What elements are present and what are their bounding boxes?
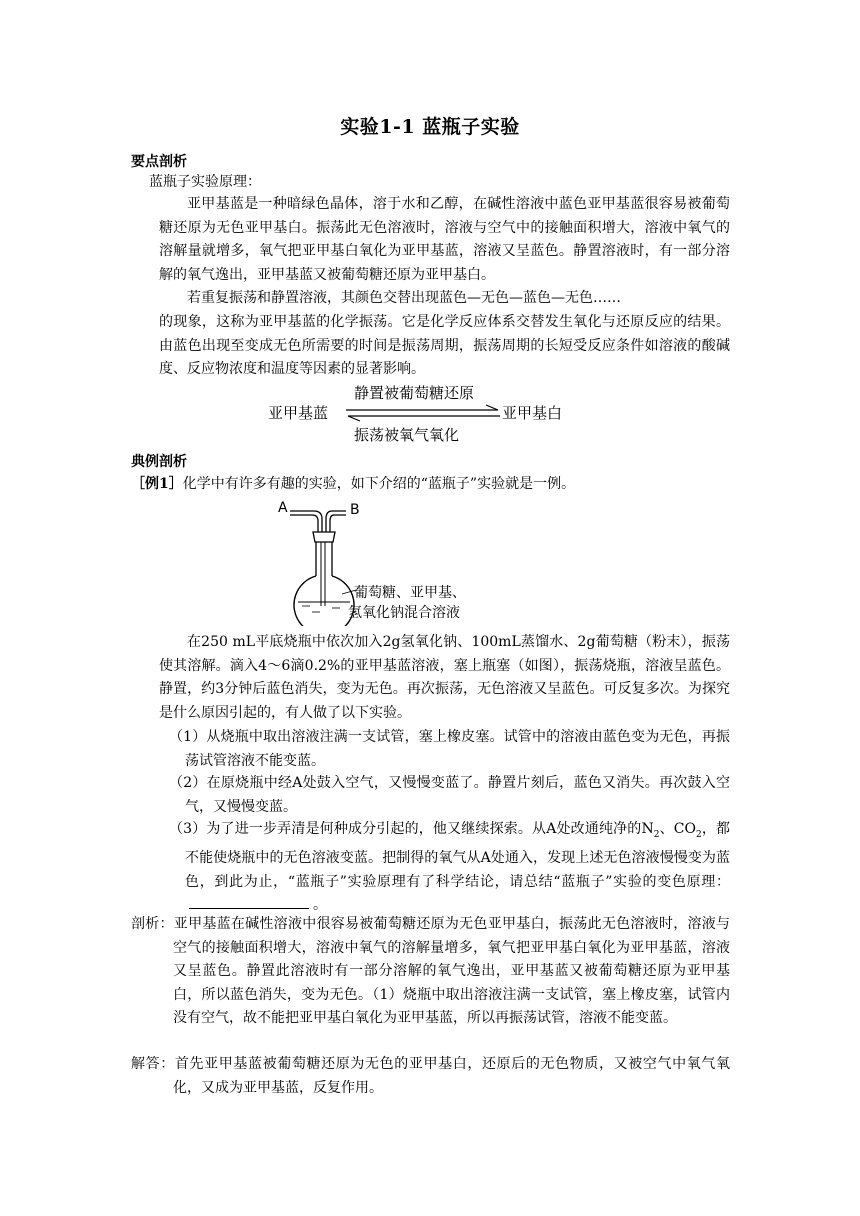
- item3-text-end: 。: [313, 897, 327, 914]
- answer-blank[interactable]: [189, 894, 309, 909]
- question-item-1: （1）从烧瓶中取出溶液注满一支试管，塞上橡皮塞。试管中的溶液由蓝色变为无色，再振荡试管溶液不能变蓝。: [169, 729, 730, 769]
- figure-caption-line2: 氢氧化钠混合溶液: [348, 605, 460, 621]
- equation-left: 亚甲基蓝: [268, 404, 329, 422]
- principle-paragraph: 亚甲基蓝是一种暗绿色晶体，溶于水和乙醇，在碱性溶液中蓝色亚甲基蓝很容易被葡萄糖还原为无色亚甲基白。振荡此无色溶液时，溶液与空气中的接触面积增大，溶液中氧气的溶解量就增多，氧气把亚甲基白氧化为亚甲基蓝，溶液又呈蓝色。静置溶液时，有一部分溶解的氧气逸出，亚甲基蓝又被葡萄糖还原为亚甲基白。: [159, 196, 730, 283]
- oscillation-paragraph: 的现象，这称为亚甲基蓝的化学振荡。它是化学反应体系交替发生氧化与还原反应的结果。由蓝色出现至变成无色所需要的时间是振荡周期，振荡周期的长短受反应条件如溶液的酸碱度、反应物浓度和温度等因素的显著影响。: [159, 314, 730, 377]
- section-heading-key-points: 要点剖析: [131, 154, 187, 170]
- item3-subscript-1: 2: [653, 829, 660, 840]
- figure-caption-line1: 葡萄糖、亚甲基、: [354, 585, 466, 601]
- item3-subscript-2: 2: [695, 829, 702, 840]
- answer-paragraph: 解答：首先亚甲基蓝被葡萄糖还原为无色的亚甲基白，还原后的无色物质，又被空气中氧气氧化，又成为亚甲基蓝，反复作用。: [131, 1056, 730, 1096]
- item3-text-b: 、CO: [659, 821, 696, 837]
- oscillation-paragraph-start: 若重复振荡和静置溶液，其颜色交替出现蓝色—无色—蓝色—无色……: [187, 290, 621, 306]
- equilibrium-arrows-icon: [344, 404, 502, 422]
- equation-right: 亚甲基白: [502, 404, 563, 422]
- analysis-paragraph: 剖析：亚甲基蓝在碱性溶液中很容易被葡萄糖还原为无色亚甲基白，振荡此无色溶液时，溶液与空气的接触面积增大，溶液中氧气的溶解量增多，氧气把亚甲基白氧化为亚甲基蓝，溶液又呈蓝色。静置此溶液时有一部分溶解的氧气逸出，亚甲基蓝又被葡萄糖还原为亚甲基白，所以蓝色消失，变为无色。（1）烧瓶中取出溶液注满一支试管，塞上橡皮塞，试管内没有空气，故不能把亚甲基白氧化为亚甲基蓝，所以再振荡试管，溶液不能变蓝。: [131, 916, 730, 1026]
- section-heading-examples: 典例剖析: [131, 454, 187, 470]
- item3-text-a: （3）为了进一步弄清是何种成分引起的，他又继续探索。从A处改通纯净的N: [169, 821, 654, 837]
- item3-text-c: ，都不能使烧瓶中的无色溶液变蓝。把制得的氧气从A处通入，发现上述无色溶液慢慢变为蓝色，到此为止，“蓝瓶子”实验原理有了科学结论，请总结“蓝瓶子”实验的变色原理：: [185, 821, 731, 890]
- tube-label-a: A: [278, 500, 288, 516]
- reaction-equation: [268, 382, 568, 444]
- question-item-3: [169, 818, 731, 918]
- example-intro: 化学中有许多有趣的实验，如下介绍的“蓝瓶子”实验就是一例。: [182, 476, 576, 492]
- principle-label: 蓝瓶子实验原理：: [149, 174, 261, 190]
- example-intro-line: [131, 473, 731, 497]
- question-item-2: （2）在原烧瓶中经A处鼓入空气，又慢慢变蓝了。静置片刻后，蓝色又消失。再次鼓入空气，又慢慢变蓝。: [169, 775, 730, 815]
- example-label: ［例1］: [131, 476, 183, 492]
- tube-label-b: B: [350, 502, 360, 518]
- equation-bottom-condition: 振荡被氧气氧化: [354, 426, 460, 444]
- page-title: 实验1-1 蓝瓶子实验: [340, 116, 520, 138]
- flask-apparatus-figure: [276, 498, 516, 626]
- equation-top-condition: 静置被葡萄糖还原: [354, 384, 475, 402]
- experiment-paragraph: 在250 mL平底烧瓶中依次加入2g氢氧化钠、100mL蒸馏水、2g葡萄糖（粉末），振荡使其溶解。滴入4～6滴0.2%的亚甲基蓝溶液，塞上瓶塞（如图），振荡烧瓶，溶液呈蓝色。静置，约3分钟后蓝色消失，变为无色。再次振荡，无色溶液又呈蓝色。可反复多次。为探究是什么原因引起的，有人做了以下实验。: [159, 634, 730, 721]
